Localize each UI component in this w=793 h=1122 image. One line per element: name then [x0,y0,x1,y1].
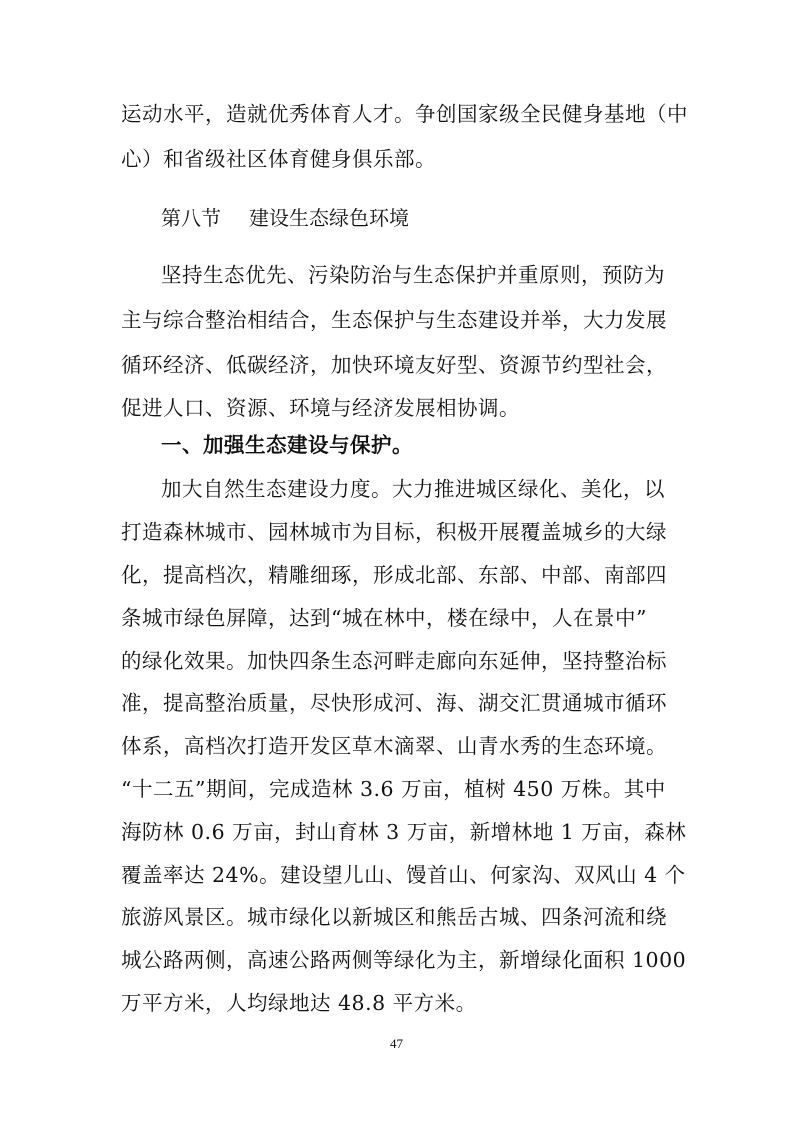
paragraph-line: 促进人口、资源、环境与经济发展相协调。 [121,396,520,420]
paragraph-line: “十二五”期间，完成造林 3.6 万亩，植树 450 万株。其中 [121,777,666,801]
paragraph-line: 准，提高整治质量，尽快形成河、海、湖交汇贯通城市循环 [121,691,667,715]
paragraph-line: 的绿化效果。加快四条生态河畔走廊向东延伸，坚持整治标 [121,649,667,673]
paragraph-line: 加大自然生态建设力度。大力推进城区绿化、美化，以 [161,477,665,501]
paragraph-line: 主与综合整治相结合，生态保护与生态建设并举，大力发展 [121,308,667,332]
section-number: 第八节 [161,206,221,230]
paragraph-line: 心）和省级社区体育健身俱乐部。 [121,147,436,171]
paragraph-line: 条城市绿色屏障，达到“城在林中，楼在绿中，人在景中” [121,606,647,630]
paragraph-line: 循环经济、低碳经济，加快环境友好型、资源节约型社会， [121,353,667,377]
subheading: 一、加强生态建设与保护。 [161,433,413,457]
paragraph-line: 万平方米，人均绿地达 48.8 平方米。 [121,991,477,1015]
paragraph-line: 城公路两侧，高速公路两侧等绿化为主，新增绿化面积 1000 [121,948,687,972]
paragraph-line: 体系，高档次打造开发区草木滴翠、山青水秀的生态环境。 [121,734,667,758]
paragraph-line: 覆盖率达 24%。建设望儿山、馒首山、何家沟、双风山 4 个 [121,863,686,887]
paragraph-line: 打造森林城市、园林城市为目标，积极开展覆盖城乡的大绿 [121,520,667,544]
paragraph-line: 海防林 0.6 万亩，封山育林 3 万亩，新增林地 1 万亩，森林 [121,820,687,844]
paragraph-line: 运动水平，造就优秀体育人才。争创国家级全民健身基地（中 [121,102,688,126]
page-number: 47 [390,1036,403,1051]
paragraph-line: 坚持生态优先、污染防治与生态保护并重原则，预防为 [161,263,665,287]
paragraph-line: 化，提高档次，精雕细琢，形成北部、东部、中部、南部四 [121,563,667,587]
paragraph-line: 旅游风景区。城市绿化以新城区和熊岳古城、四条河流和绕 [121,905,667,929]
section-title: 建设生态绿色环境 [249,206,409,230]
